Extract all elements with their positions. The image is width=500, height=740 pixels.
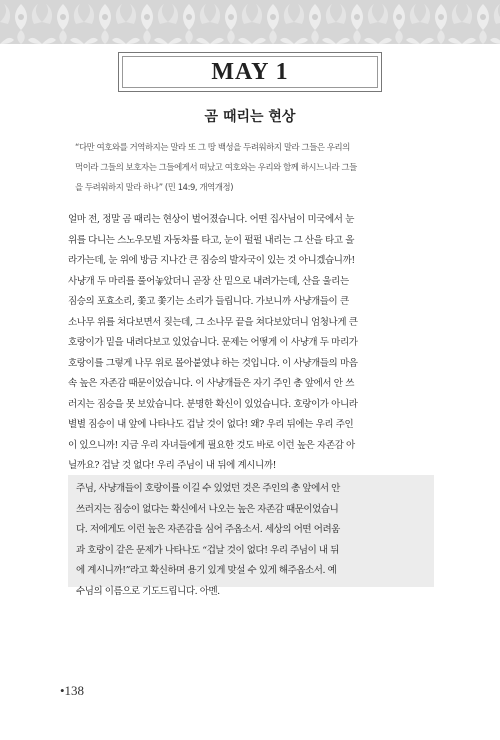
body-line: 이 있으니까! 지금 우리 자녀들에게 필요한 것도 바로 이런 높은 자존감 아 [68, 439, 355, 451]
prayer-line: 수님의 이름으로 기도드립니다. 아멘. [76, 585, 220, 597]
body-line: 호랑이가 밑을 내려다보고 있었습니다. 문제는 어떻게 이 사냥개 두 마리가 [68, 337, 358, 348]
body-line: 사냥개 두 마리를 풀어놓았더니 곧장 산 밑으로 내려가는데, 산을 울리는 [68, 275, 349, 287]
scripture-verse [75, 137, 425, 197]
date-banner [118, 52, 382, 92]
verse-line: 먹이라 그들의 보호자는 그들에게서 떠났고 여호와는 우리와 함께 하시느니라 그들 [75, 162, 357, 172]
date-title: MAY 1 [211, 59, 289, 85]
verse-line: “다만 여호와를 거역하지는 말라 또 그 땅 백성을 두려워하지 말라 그들은 우리의 [75, 142, 350, 152]
devotion-title: 곰 때리는 현상 [204, 109, 296, 125]
body-line: 라가는데, 눈 위에 방금 지나간 큰 짐승의 발자국이 있는 것 아니겠습니까! [68, 255, 355, 266]
prayer-text [76, 479, 428, 602]
damask-pattern-graphic [0, 0, 500, 44]
page-number: •138 [60, 683, 85, 698]
prayer-line: 주님, 사냥개들이 호랑이를 이길 수 있었던 것은 주인의 총 앞에서 안 [76, 483, 340, 494]
body-line: 별별 짐승이 내 앞에 나타나도 겁날 것이 없다! 왜? 우리 뒤에는 우리 주인 [68, 419, 354, 430]
body-paragraph [68, 210, 434, 477]
body-line: 위를 다니는 스노우모빌 자동차를 타고, 눈이 펄펄 내리는 그 산을 타고 올 [68, 234, 354, 246]
prayer-box [68, 475, 434, 597]
body-line: 짐승의 포효소리, 쫓고 쫓기는 소리가 들립니다. 가보니까 사냥개들이 큰 [68, 296, 349, 307]
prayer-line: 쓰러지는 짐승이 없다는 확신에서 나오는 높은 자존감 때문이었습니 [76, 503, 339, 515]
body-line: 속 높은 자존감 때문이었습니다. 이 사냥개들은 자기 주인 총 앞에서 안 쓰 [68, 378, 354, 389]
decorative-header-pattern [0, 0, 500, 44]
body-line: 러지는 짐승을 못 보았습니다. 분명한 확신이 있었습니다. 호랑이가 아니라 [68, 398, 358, 410]
prayer-line: 에 계시니까!”라고 확신하며 용기 있게 맞설 수 있게 해주옵소서. 예 [76, 565, 337, 576]
verse-line: 을 두려워하지 말라 하나” (민 14:9, 개역개정) [75, 182, 234, 192]
prayer-line: 과 호랑이 같은 문제가 나타나도 “겁날 것이 없다! 우리 주님이 내 뒤 [76, 544, 339, 556]
prayer-line: 다. 저에게도 이런 높은 자존감을 심어 주옵소서. 세상의 어떤 어려움 [76, 524, 340, 535]
body-line: 호랑이를 그렇게 나무 위로 몰아붙였냐 하는 것입니다. 이 사냥개들의 마음 [68, 357, 358, 369]
body-line: 닐까요? 겁날 것 없다! 우리 주님이 내 뒤에 계시니까! [68, 460, 277, 471]
body-line: 소나무 위를 쳐다보면서 짖는데, 그 소나무 끝을 쳐다보았더니 엄청나게 큰 [68, 316, 358, 328]
body-line: 얼마 전, 정말 곰 때리는 현상이 벌어졌습니다. 어떤 집사님이 미국에서 눈 [68, 214, 354, 225]
